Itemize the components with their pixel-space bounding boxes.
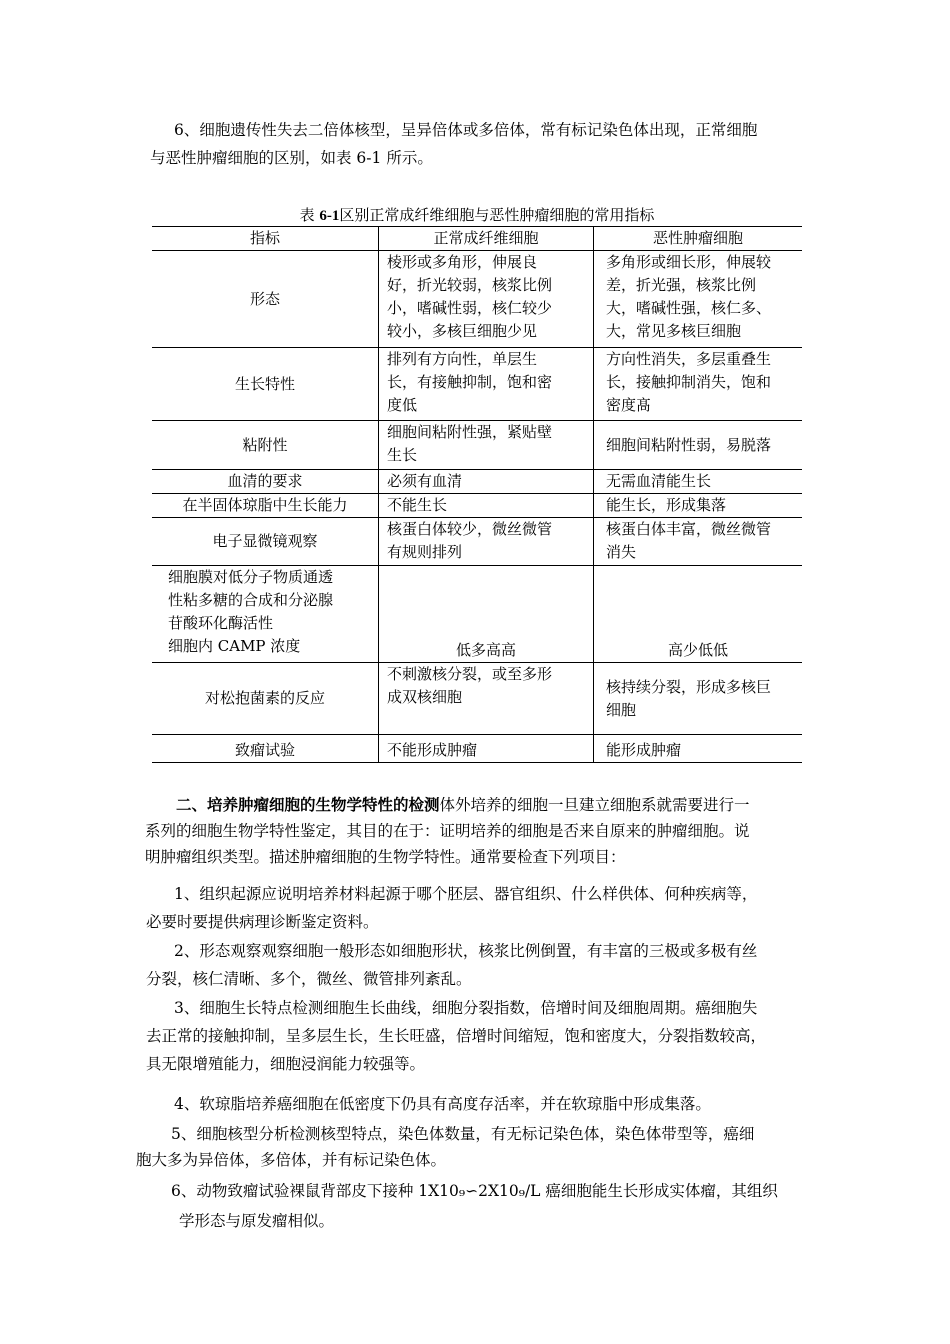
item-line: 胞大多为异倍体，多倍体，并有标记染色体。 (136, 1151, 447, 1169)
indicator-text: 血清的要求 (227, 472, 303, 490)
row-malignant (594, 735, 803, 763)
table-row (152, 348, 802, 421)
cell-line: 能形成肿瘤 (606, 741, 682, 759)
indicator-text: 在半固体琼脂中生长能力 (182, 496, 348, 514)
caption-number: 6-1 (319, 208, 340, 224)
indicator-text: 致瘤试验 (234, 741, 295, 759)
item-6 (136, 1176, 778, 1236)
section-2-line: 系列的细胞生物学特性鉴定，其目的在于：证明培养的细胞是否来自原来的肿瘤细胞。说 (145, 822, 750, 840)
item-line: 5、细胞核型分析检测核型特点，染色体数量，有无标记染色体，染色体带型等，癌细 (171, 1125, 755, 1143)
header-malignant: 恶性肿瘤细胞 (594, 227, 803, 251)
indicator-text: 性粘多糖的合成和分泌腺 (168, 591, 334, 609)
row-normal (379, 421, 594, 470)
row-indicator (152, 735, 379, 763)
item-line: 1、组织起源应说明培养材料起源于哪个胚层、器官组织、什么样供体、何种疾病等， (174, 885, 758, 903)
item-line: 具无限增殖能力，细胞浸润能力较强等。 (146, 1055, 426, 1073)
comparison-table (152, 226, 802, 763)
intro-paragraph (150, 118, 757, 170)
table-row (152, 421, 802, 470)
cell-line: 细胞 (606, 700, 637, 719)
row-malignant (594, 494, 803, 518)
row-indicator (152, 470, 379, 494)
caption-text: 区别正常成纤维细胞与恶性肿瘤细胞的常用指标 (339, 206, 655, 224)
indicator-text: 形态 (249, 289, 280, 308)
section-2-line: 明肿瘤组织类型。描述肿瘤细胞的生物学特性。通常要检查下列项目： (145, 848, 626, 866)
row-normal (379, 566, 594, 663)
cell-line: 成双核细胞 (387, 688, 463, 706)
header-normal: 正常成纤维细胞 (379, 227, 594, 251)
cell-line: 必须有血清 (387, 472, 463, 490)
row-indicator (152, 566, 379, 663)
row-indicator (152, 348, 379, 421)
indicator-text: 对松抱菌素的反应 (204, 689, 325, 707)
row-malignant (594, 566, 803, 663)
item-1 (146, 880, 757, 936)
row-malignant (594, 421, 803, 470)
table-row (152, 566, 802, 663)
section-2-heading: 二、培养肿瘤细胞的生物学特性的检测 (176, 795, 440, 814)
item-line: 3、细胞生长特点检测细胞生长曲线，细胞分裂指数，倍增时间及细胞周期。癌细胞失 (174, 999, 758, 1017)
item-line: 2、形态观察观察细胞一般形态如细胞形状，核浆比例倒置，有丰富的三极或多极有丝 (174, 942, 758, 960)
cell-line: 好，折光较弱，核浆比例 (387, 276, 553, 294)
cell-line: 低多高高 (455, 641, 516, 659)
indicator-text: 电子显微镜观察 (212, 532, 318, 550)
item-4 (146, 1090, 711, 1118)
section-2-first-line (150, 792, 750, 818)
item-line: 分裂，核仁清晰、多个，微丝、微管排列紊乱。 (146, 970, 472, 988)
indicator-text: 细胞膜对低分子物质通透 (168, 568, 334, 586)
cell-line: 大，常见多核巨细胞 (606, 322, 742, 340)
caption-prefix: 表 (299, 206, 315, 224)
row-malignant (594, 348, 803, 421)
cell-line: 消失 (606, 543, 637, 561)
item-line: 去正常的接触抑制，呈多层生长，生长旺盛，倍增时间缩短，饱和密度大，分裂指数较高， (146, 1027, 767, 1045)
table-row (152, 518, 802, 566)
row-normal (379, 518, 594, 566)
cell-line: 排列有方向性，单层生 (387, 350, 538, 368)
row-indicator (152, 518, 379, 566)
row-malignant (594, 470, 803, 494)
cell-line: 细胞间粘附性强，紧贴壁 (387, 423, 553, 441)
cell-line: 核蛋白体较少，微丝微管 (387, 520, 553, 538)
item-line: 必要时要提供病理诊断鉴定资料。 (146, 913, 379, 931)
row-normal (379, 494, 594, 518)
cell-line: 能生长，形成集落 (606, 496, 727, 514)
row-normal (379, 735, 594, 763)
cell-line: 无需血清能生长 (606, 472, 712, 490)
cell-line: 棱形或多角形，伸展良 (387, 253, 538, 271)
row-indicator (152, 421, 379, 470)
cell-line: 密度髙 (606, 396, 652, 414)
item-3 (146, 994, 766, 1078)
indicator-text: 生长特性 (234, 374, 295, 393)
cell-line: 长，接触抑制消失，饱和 (606, 373, 772, 391)
table-row (152, 494, 802, 518)
cell-line: 不能生长 (387, 496, 448, 514)
cell-line: 方向性消失，多层重叠生 (606, 350, 772, 368)
header-indicator: 指标 (249, 229, 280, 247)
item-2 (146, 937, 757, 993)
row-malignant (594, 251, 803, 348)
item-5 (136, 1121, 754, 1173)
item-line: 学形态与原发瘤相似。 (179, 1212, 335, 1230)
cell-line: 多角形或细长形，伸展较 (606, 253, 772, 271)
row-indicator (152, 494, 379, 518)
row-indicator (152, 663, 379, 735)
table-row (152, 735, 802, 763)
cell-line: 差，折光强，核浆比例 (606, 276, 757, 294)
cell-line: 不能形成肿瘤 (387, 741, 478, 759)
table-caption (152, 206, 802, 225)
table-row (152, 663, 802, 735)
cell-line: 生长 (387, 446, 418, 464)
row-malignant (594, 518, 803, 566)
cell-line: 度低 (387, 396, 418, 414)
indicator-text: 细胞内 CAMP 浓度 (168, 637, 301, 655)
row-malignant (594, 663, 803, 735)
row-normal (379, 251, 594, 348)
intro-line: 与恶性肿瘤细胞的区别，如表 6-1 所示。 (150, 149, 433, 167)
cell-line: 细胞间粘附性弱，易脱落 (606, 435, 772, 454)
table-header-row (152, 227, 802, 251)
cell-line: 大，嗜碱性强，核仁多、 (606, 299, 772, 317)
cell-line: 不刺激核分裂，或至多形 (387, 665, 553, 683)
section-2-text: 体外培养的细胞一旦建立细胞系就需要进行一 (439, 796, 750, 814)
item-line: 4、软琼脂培养癌细胞在低密度下仍具有高度存活率，并在软琼脂中形成集落。 (174, 1095, 711, 1113)
row-normal (379, 348, 594, 421)
row-normal (379, 470, 594, 494)
row-normal (379, 663, 594, 735)
indicator-text: 粘附性 (242, 435, 288, 454)
intro-line: 6、细胞遗传性失去二倍体核型，呈异倍体或多倍体，常有标记染色体出现，正常细胞 (174, 121, 758, 139)
table-row (152, 251, 802, 348)
section-2-paragraph (145, 792, 750, 870)
item-line: 6、动物致瘤试验裸鼠背部皮下接种 1X10₉∽2X10₉/L 癌细胞能生长形成实体瘤，其组织 (171, 1182, 778, 1200)
cell-line: 核蛋白体丰富，微丝微管 (606, 520, 772, 538)
cell-line: 核持续分裂，形成多核巨 (606, 677, 772, 696)
cell-line: 较小，多核巨细胞少见 (387, 322, 538, 340)
cell-line: 高少低低 (667, 641, 728, 659)
cell-line: 有规则排列 (387, 543, 463, 561)
table-row (152, 470, 802, 494)
row-indicator (152, 251, 379, 348)
cell-line: 小，嗜碱性弱，核仁较少 (387, 299, 553, 317)
indicator-text: 苷酸环化酶活性 (168, 614, 274, 632)
cell-line: 长，有接触抑制，饱和密 (387, 373, 553, 391)
